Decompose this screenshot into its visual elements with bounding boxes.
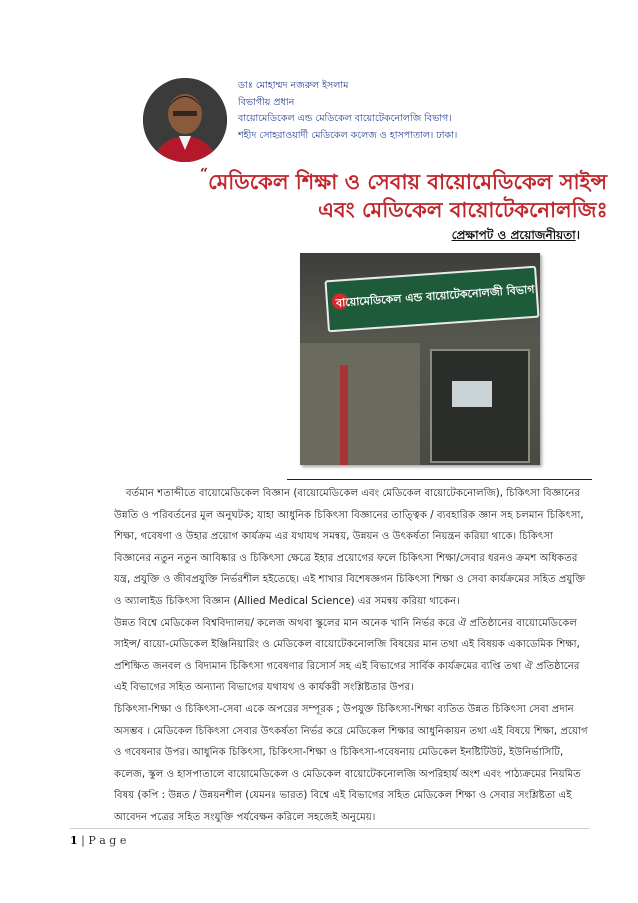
body-line: উন্নতি ও পরিবর্তনের মুল অনুঘটক; যাহা আধুনিক চিকিৎসা বিজ্ঞানের তাত্ত্বিক / ব্যবহারিক জ্ঞান সহ চলমান চিকিৎসা,: [114, 509, 584, 521]
page-number: 1: [70, 834, 78, 847]
author-name: ডাঃ মোহাম্মদ নজরুল ইসলাম: [238, 80, 349, 91]
title-line-2: এবং মেডিকেল বায়োটেকনোলজিঃ: [318, 197, 608, 222]
body-line: যন্ত্র, প্রযুক্তি ও জীবপ্রযুক্তি নির্ভরশীল হইতেছে। এই শাখার বিশেষজ্ঞগন চিকিৎসা শিক্ষা ও সেবা কার্যক্রমের সহিত প্রযুক্তি: [114, 574, 586, 586]
body-line: চিকিৎসা-শিক্ষা ও চিকিৎসা-সেবা একে অপরের সম্পূরক ; উপযুক্ত চিকিৎসা-শিক্ষা ব্যতিত উন্নত চিকিৎসা সেবা প্রদান: [114, 703, 574, 715]
subtitle-end: ।: [575, 228, 580, 242]
author-photo: [143, 78, 227, 162]
subtitle-text: প্রেক্ষাপট ও প্রয়োজনীয়তা: [451, 228, 576, 242]
photo-wall: [300, 343, 420, 465]
footer-rule: [70, 828, 590, 829]
subtitle: [400, 227, 580, 247]
photo-pillar: [340, 365, 348, 465]
body-line: সাইন্স/ বায়ো-মেডিকেল ইঞ্জিনিয়ারিং ও মেডিকেল বায়োটেকনোলজি বিষয়ের মান তথা এই বিষয়ক একাডেমিক শিক্ষা,: [114, 639, 580, 651]
title-line-1-text: মেডিকেল শিক্ষা ও সেবায় বায়োমেডিকেল সাইন্স: [208, 169, 607, 194]
body-line: ও গবেষনার উপর। আধুনিক চিকিৎসা, চিকিৎসা-শিক্ষা ও চিকিৎসা-গবেষনায় মেডিকেল ইনষ্টিটিউট, ইউনির্ভাসিটি,: [114, 747, 564, 759]
body-line: আবেদন পত্রের সহিত সংযুক্তি পর্যবেক্ষন করিলে সহজেই অনুমেয়।: [114, 811, 376, 823]
sign-text: বায়োমেডিকেল এন্ড বায়োটেকনোলজী বিভাগ: [335, 282, 535, 310]
body-line: এই বিভাগের সহিত অন্যান্য বিভাগের যথাযথ ও কার্যকরী সংশ্লিষ্টতার উপর।: [114, 682, 414, 694]
page-footer: [70, 834, 126, 847]
page-label: P a g e: [88, 834, 127, 847]
author-block: [238, 78, 558, 144]
author-institution: শহীদ সোহরাওয়ার্দী মেডিকেল কলেজ ও হাসপাতাল। ঢাকা।: [238, 129, 458, 141]
page-separator: |: [77, 834, 89, 847]
title-quote-mark: “: [200, 166, 209, 182]
body-line: বিষয় (কপি : উন্নত / উন্নয়নশীল (যেমনঃ ভারত) বিশ্বে এই বিভাগের সহিত মেডিকেল শিক্ষা ও সেবার সংশ্লিষ্টতা এই: [114, 790, 572, 802]
department-photo: [300, 253, 540, 465]
body-line: বিজ্ঞানের নতুন নতুন আবিষ্কার ও চিকিৎসা ক্ষেত্রে ইহার প্রয়োগের ফলে চিকিৎসা শিক্ষা/সেবার ধরনও ক্রমশ অধিকতর: [114, 552, 578, 564]
author-department: বায়োমেডিকেল এন্ড মেডিকেল বায়োটেকনোলজি বিভাগ।: [238, 113, 452, 124]
body-text: [114, 483, 592, 829]
body-top-rule: [287, 479, 592, 480]
body-line: উন্নত বিশ্বে মেডিকেল বিশ্ববিদ্যালয়/ কলেজ অথবা স্কুলের মান অনেক খানি নির্ভর করে ঐ প্রতিষ্ঠানের বায়োমেডিকেল: [114, 617, 577, 629]
photo-screen: [452, 381, 492, 407]
body-line: প্রশিক্ষিত জনবল ও বিদ্যমান চিকিৎসা গবেষণার রিসোর্স সহ এই বিভাগের সার্বিক কার্যক্রমের ব্যপ্তি তথা ঐ প্রতিষ্ঠানের: [114, 660, 580, 672]
department-sign: [324, 266, 539, 333]
body-line: কলেজ, স্কুল ও হাসপাতালে বায়োমেডিকেল ও মেডিকেল বায়োটেকনোলজি অপরিহার্য অংশ এবং পাঠ্যক্রমের নিয়মিত: [114, 768, 581, 780]
author-position: বিভাগীয় প্রধান: [238, 96, 295, 108]
body-line: বর্তমান শতাব্দীতে বায়োমেডিকেল বিজ্ঞান (বায়োমেডিকেল এবং মেডিকেল বায়োটেকনোলজি), চিকিৎসা বিজ্ঞানের: [126, 488, 581, 499]
body-line: ও অ্যালাইড চিকিৎসা বিজ্ঞান (Allied Medical Science) এর সমন্বয় করিয়া থাকেন।: [114, 595, 460, 607]
body-line: অসম্ভব । মেডিকেল চিকিৎসা সেবার উৎকর্ষতা নির্ভর করে মেডিকেল শিক্ষার আধুনিকায়ন তথা এই বিষয়ে শিক্ষা, প্রয়োগ: [114, 725, 588, 737]
body-line: শিক্ষা, গবেষণা ও উহার প্রয়োগ কার্যক্রম এর যথাযথ সমন্বয়, উন্নয়ন ও উৎকর্ষতা নিয়ন্ত্রন করিয়া থাকে। চিকিৎসা: [114, 531, 554, 543]
portrait-image: [143, 78, 227, 162]
